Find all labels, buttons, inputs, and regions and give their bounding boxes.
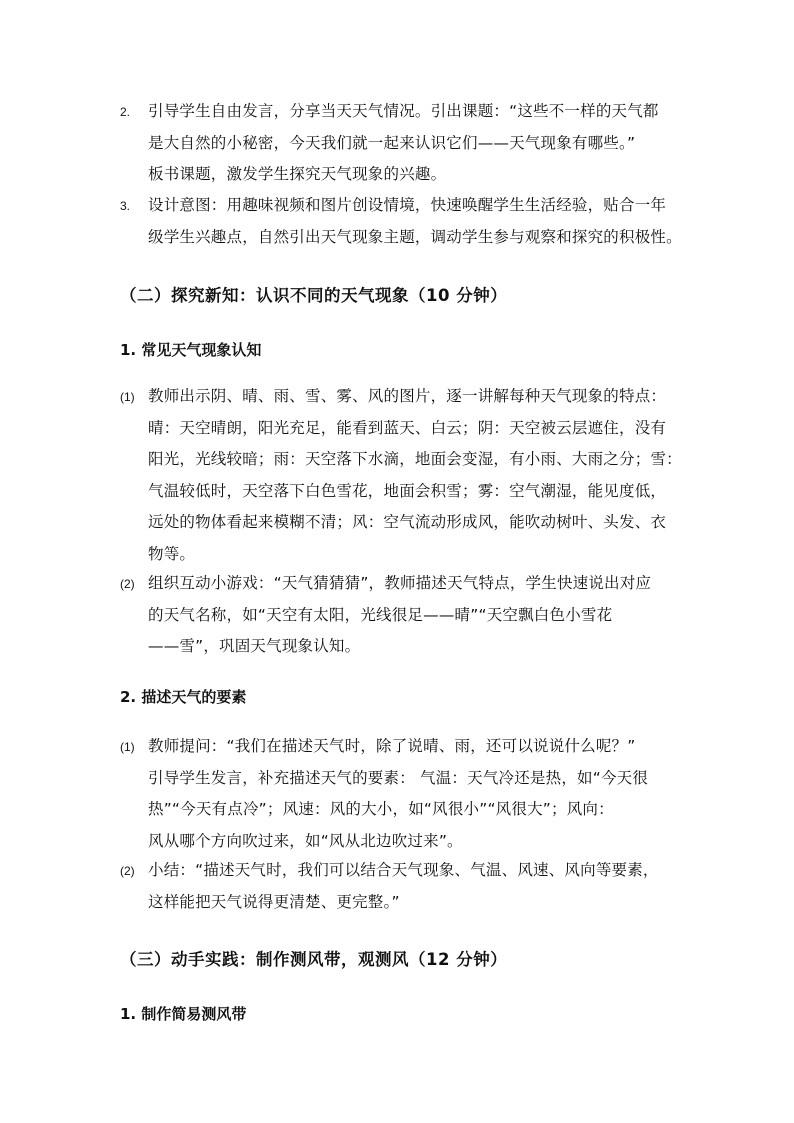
text-line: ——雪”，巩固天气现象认知。	[148, 637, 361, 655]
list-item	[120, 568, 680, 663]
text-line: 板书课题，激发学生探究天气现象的兴趣。	[148, 165, 447, 183]
list-marker: (2)	[120, 864, 135, 878]
text-line: 小结：“描述天气时，我们可以结合天气现象、气温、风速、风向等要素，	[148, 861, 659, 879]
paragraph	[148, 190, 680, 253]
paragraph	[148, 96, 680, 191]
text-line: 教师提问：“我们在描述天气时，除了说晴、雨，还可以说说什么呢？”	[148, 737, 636, 755]
text-line: 教师出示阴、晴、雨、雪、雾、风的图片，逐一讲解每种天气现象的特点：	[148, 387, 667, 405]
text-line: 远处的物体看起来模糊不清；风：空气流动形成风，能吹动树叶、头发、衣	[148, 513, 667, 531]
subsection-heading: 1. 制作简易测风带	[120, 1005, 247, 1023]
paragraph	[148, 381, 680, 570]
text-line: 这样能把天气说得更清楚、更完整。”	[148, 892, 400, 911]
text-line: 阳光，光线较暗；雨：天空落下水滴，地面会变湿，有小雨、大雨之分；雪：	[148, 450, 682, 468]
text-line: 引导学生发言，补充描述天气的要素： 气温：天气冷还是热，如“今天很	[148, 768, 649, 787]
list-marker: 3.	[120, 199, 131, 213]
text-line: 组织互动小游戏：“天气猜猜猜”，教师描述天气特点，学生快速说出对应	[148, 574, 652, 592]
list-marker: 2.	[120, 105, 131, 119]
text-line: 晴：天空晴朗，阳光充足，能看到蓝天、白云；阴：天空被云层遮住，没有	[148, 418, 667, 437]
text-line: 引导学生自由发言，分享当天天气情况。引出课题：“这些不一样的天气都	[148, 102, 659, 120]
list-item	[120, 855, 680, 918]
section-heading: （二）探究新知：认识不同的天气现象（10 分钟）	[120, 286, 508, 305]
list-item	[120, 190, 680, 253]
subsection-heading: 1. 常见天气现象认知	[120, 341, 262, 359]
text-line: 的天气名称，如“天空有太阳，光线很足——晴”“天空飘白色小雪花	[148, 605, 613, 624]
subsection-heading: 2. 描述天气的要素	[120, 688, 247, 706]
paragraph	[148, 568, 680, 663]
text-line: 热”“今天有点冷”；风速：风的大小，如“风很小”“风很大”；风向：	[148, 800, 614, 818]
list-marker: (1)	[120, 390, 135, 404]
text-line: 是大自然的小秘密，今天我们就一起来认识它们——天气现象有哪些。”	[148, 133, 636, 152]
text-line: 设计意图：用趣味视频和图片创设情境，快速唤醒学生生活经验，贴合一年	[148, 196, 667, 214]
list-item	[120, 96, 680, 191]
list-marker: (2)	[120, 577, 135, 591]
paragraph	[148, 855, 680, 918]
list-item	[120, 381, 680, 570]
text-line: 级学生兴趣点，自然引出天气现象主题，调动学生参与观察和探究的积极性。	[148, 227, 682, 246]
text-line: 物等。	[148, 544, 196, 563]
list-item	[120, 731, 680, 857]
text-line: 气温较低时，天空落下白色雪花，地面会积雪；雾：空气潮湿，能见度低，	[148, 481, 667, 500]
text-line: 风从哪个方向吹过来，如“风从北边吹过来”。	[148, 831, 463, 850]
list-marker: (1)	[120, 740, 135, 754]
paragraph	[148, 731, 680, 857]
section-heading: （三）动手实践：制作测风带，观测风（12 分钟）	[120, 950, 508, 969]
